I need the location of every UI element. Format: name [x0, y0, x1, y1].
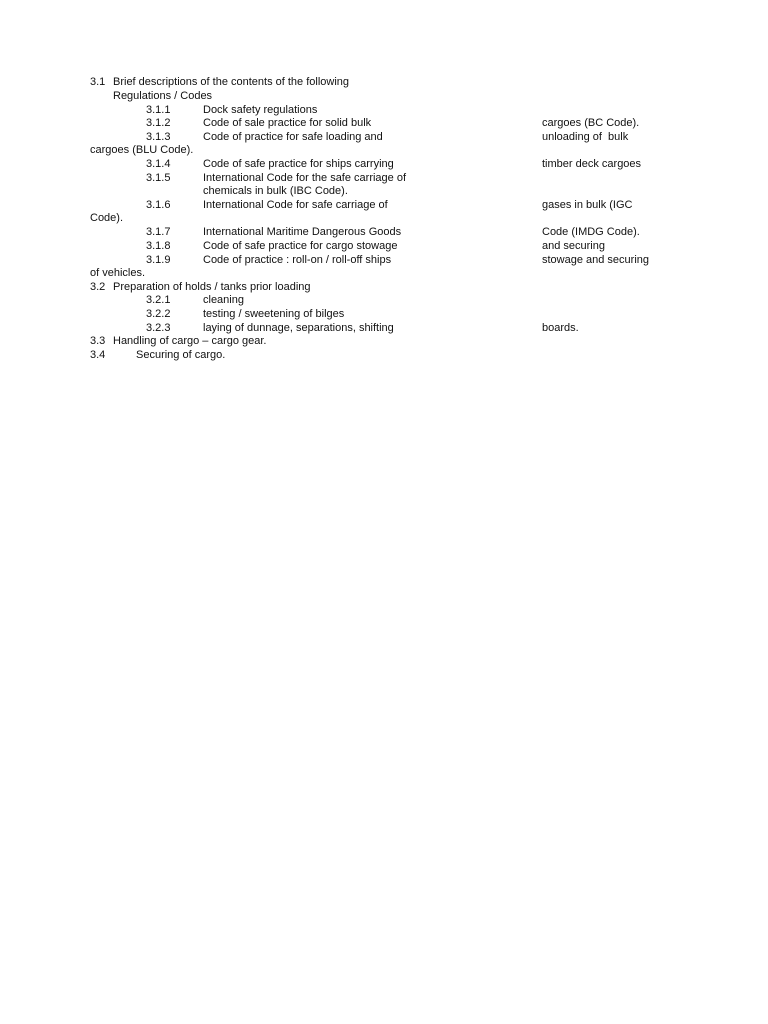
section-number: 3.4: [90, 349, 106, 361]
item-number: 3.2.1: [146, 294, 171, 306]
list-item-3-1-1: [0, 103, 768, 117]
list-item-3-1-3-wrap: [0, 143, 768, 157]
section-title: Handling of cargo – cargo gear.: [113, 335, 267, 347]
item-number: 3.1.7: [146, 226, 171, 238]
item-text: Code of safe practice for ships carrying: [203, 158, 394, 170]
section-number: 3.3: [90, 335, 106, 347]
item-text-right: boards.: [542, 322, 579, 334]
list-item-3-2-1: [0, 293, 768, 307]
item-text-wrap: cargoes (BLU Code).: [90, 144, 194, 156]
item-text: International Maritime Dangerous Goods: [203, 226, 402, 238]
item-text-wrap: Code).: [90, 212, 124, 224]
item-text: Dock safety regulations: [203, 104, 318, 116]
item-text-continued: chemicals in bulk (IBC Code).: [203, 185, 348, 197]
list-item-3-1-4: [0, 157, 768, 171]
list-item-3-1-9: [0, 253, 768, 267]
item-text-right: and securing: [542, 240, 605, 252]
section-3-1-heading-continued: [0, 89, 768, 103]
list-item-3-1-5: [0, 171, 768, 185]
item-number: 3.1.6: [146, 199, 171, 211]
item-text-right: unloading of bulk: [542, 131, 629, 143]
item-text-right: gases in bulk (IGC: [542, 199, 633, 211]
item-text: laying of dunnage, separations, shifting: [203, 322, 394, 334]
item-text: Code of practice : roll-on / roll-off ships: [203, 254, 392, 266]
item-number: 3.1.5: [146, 172, 171, 184]
list-item-3-2-3: [0, 321, 768, 335]
item-text: testing / sweetening of bilges: [203, 308, 345, 320]
item-number: 3.1.9: [146, 254, 171, 266]
item-number: 3.1.3: [146, 131, 171, 143]
item-text: International Code for safe carriage of: [203, 199, 388, 211]
item-text-right: timber deck cargoes: [542, 158, 642, 170]
section-title-continued: Regulations / Codes: [113, 90, 213, 102]
item-text-wrap: of vehicles.: [90, 267, 146, 279]
item-number: 3.1.8: [146, 240, 171, 252]
list-item-3-1-6: [0, 198, 768, 212]
item-number: 3.2.3: [146, 322, 171, 334]
item-text-right: cargoes (BC Code).: [542, 117, 640, 129]
section-number: 3.1: [90, 76, 106, 88]
item-text: Code of practice for safe loading and: [203, 131, 383, 143]
section-title: Brief descriptions of the contents of the following: [113, 76, 350, 88]
list-item-3-1-7: [0, 225, 768, 239]
section-3-1-heading: [0, 75, 768, 89]
section-title: Securing of cargo.: [136, 349, 226, 361]
item-text: Code of safe practice for cargo stowage: [203, 240, 398, 252]
list-item-3-1-6-wrap: [0, 211, 768, 225]
section-title: Preparation of holds / tanks prior loading: [113, 281, 311, 293]
list-item-3-1-5-continued: [0, 184, 768, 198]
list-item-3-1-8: [0, 239, 768, 253]
list-item-3-1-2: [0, 116, 768, 130]
item-number: 3.1.4: [146, 158, 171, 170]
item-number: 3.1.2: [146, 117, 171, 129]
section-3-3-heading: [0, 334, 768, 348]
section-number: 3.2: [90, 281, 106, 293]
list-item-3-2-2: [0, 307, 768, 321]
item-text: cleaning: [203, 294, 244, 306]
item-text: Code of sale practice for solid bulk: [203, 117, 372, 129]
list-item-3-1-3: [0, 130, 768, 144]
section-3-2-heading: [0, 280, 768, 294]
item-number: 3.2.2: [146, 308, 171, 320]
section-3-4-heading: [0, 348, 768, 362]
list-item-3-1-9-wrap: [0, 266, 768, 280]
item-number: 3.1.1: [146, 104, 171, 116]
item-text-right: stowage and securing: [542, 254, 650, 266]
item-text-right: Code (IMDG Code).: [542, 226, 640, 238]
item-text: International Code for the safe carriage of: [203, 172, 407, 184]
